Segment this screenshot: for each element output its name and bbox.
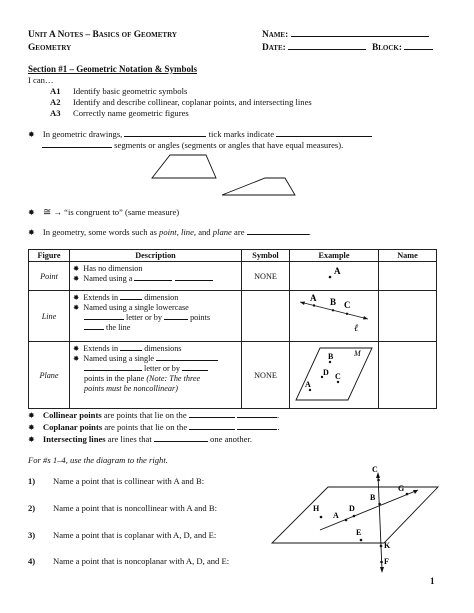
svg-text:M: M <box>354 349 361 358</box>
course-title: Geometry <box>28 43 72 53</box>
table-row <box>29 262 437 291</box>
svg-text:H: H <box>313 504 320 513</box>
svg-text:D: D <box>349 504 355 513</box>
date-blank[interactable] <box>288 43 366 50</box>
plane-diagram <box>268 460 444 580</box>
description-cell: ✸ Extends in dimension ✸ Named using a single lowercase letter or by points the line <box>70 291 242 342</box>
svg-text:C: C <box>372 465 378 474</box>
name-cell[interactable] <box>379 342 437 409</box>
name-blank[interactable] <box>291 30 429 37</box>
svg-text:G: G <box>398 484 405 493</box>
question-4: 4) Name a point that is noncoplanar with A, D, and E: <box>28 556 230 566</box>
svg-text:C: C <box>335 372 341 381</box>
figure-point: Point <box>29 262 70 291</box>
blank[interactable] <box>120 293 142 300</box>
blank[interactable] <box>164 313 188 320</box>
line-abg <box>320 490 418 530</box>
svg-text:A: A <box>305 380 311 389</box>
blank[interactable] <box>120 344 142 351</box>
blank[interactable] <box>237 423 277 430</box>
blank[interactable] <box>84 313 124 320</box>
example-plane <box>290 342 379 409</box>
svg-text:A: A <box>333 511 339 520</box>
date-label: Date: <box>262 43 366 53</box>
definition-coplanar: ✸ Coplanar points are points that lie on the . <box>28 422 280 432</box>
description-cell: ✸ Has no dimension ✸ Named using a <box>70 262 242 291</box>
blank[interactable] <box>84 364 142 371</box>
objective-code: A2 <box>50 97 61 107</box>
question-3: 3) Name a point that is coplanar with A, D, and E: <box>28 530 217 540</box>
definition-collinear: ✸ Collinear points are points that lie on the . <box>28 410 279 420</box>
example-point <box>290 262 379 291</box>
objective-text: Correctly name geometric figures <box>73 108 189 118</box>
blank[interactable] <box>154 435 208 442</box>
definition-intersecting: ✸ Intersecting lines are lines that one another. <box>28 434 252 444</box>
svg-text:D: D <box>323 368 329 377</box>
table-row <box>29 291 437 342</box>
symbol-cell: NONE <box>242 342 290 409</box>
notation-table <box>28 249 437 409</box>
tick-marks-note: ✸ In geometric drawings, tick marks indicate <box>28 129 372 139</box>
blank[interactable] <box>124 130 206 137</box>
blank[interactable] <box>189 423 235 430</box>
unit-title: Unit A Notes – Basics of Geometry <box>28 30 177 40</box>
table-row <box>29 342 437 409</box>
col-symbol: Symbol <box>242 250 290 262</box>
objective-code: A3 <box>50 108 61 118</box>
svg-text:C: C <box>344 300 351 310</box>
congruent-note: ✸ ≅ → “is congruent to” (same measure) <box>28 207 179 218</box>
col-description: Description <box>70 250 242 262</box>
trapezoid-2 <box>222 178 295 195</box>
blank[interactable] <box>189 411 235 418</box>
block-label: Block: <box>372 43 433 53</box>
page-number: 1 <box>430 576 435 586</box>
symbol-cell <box>242 291 290 342</box>
table-header-row <box>29 250 437 262</box>
blank[interactable] <box>42 141 112 148</box>
figure-plane: Plane <box>29 342 70 409</box>
objective-text: Identify basic geometric symbols <box>73 86 188 96</box>
trapezoid-1 <box>152 155 216 178</box>
svg-text:E: E <box>356 528 362 537</box>
description-cell: ✸ Extends in dimensions ✸ Named using a single letter or by points in the plane (Note: The three points must be noncollinear) <box>70 342 242 409</box>
question-2: 2) Name a point that is noncollinear with A and B: <box>28 503 217 513</box>
blank[interactable] <box>134 274 172 281</box>
svg-text:K: K <box>384 541 391 550</box>
svg-text:B: B <box>330 297 337 307</box>
figure-line: Line <box>29 291 70 342</box>
trapezoid-drawings <box>140 150 310 205</box>
tick-marks-note-cont: segments or angles (segments or angles that have equal measures). <box>42 140 343 150</box>
section-title: Section #1 – Geometric Notation & Symbols <box>28 64 197 74</box>
block-blank[interactable] <box>404 43 433 50</box>
blank[interactable] <box>276 130 372 137</box>
blank[interactable] <box>84 323 104 330</box>
objective-text: Identify and describe collinear, coplanar points, and intersecting lines <box>73 97 312 107</box>
svg-text:A: A <box>310 293 317 303</box>
example-line <box>290 291 379 342</box>
svg-text:B: B <box>328 352 334 361</box>
name-cell[interactable] <box>379 262 437 291</box>
col-name: Name <box>379 250 437 262</box>
svg-text:B: B <box>370 493 376 502</box>
blank[interactable] <box>247 228 309 235</box>
symbol-cell: NONE <box>242 262 290 291</box>
svg-text:F: F <box>384 557 389 566</box>
blank[interactable] <box>175 274 213 281</box>
svg-text:ℓ: ℓ <box>354 323 359 334</box>
question-1: 1) Name a point that is collinear with A and B: <box>28 476 205 486</box>
line-cf <box>378 475 382 570</box>
ican-label: I can… <box>28 75 54 85</box>
col-figure: Figure <box>29 250 70 262</box>
plane <box>272 487 438 543</box>
name-cell[interactable] <box>379 291 437 342</box>
blank[interactable] <box>182 364 208 371</box>
objective-code: A1 <box>50 86 61 96</box>
undefined-terms-note: ✸ In geometry, some words such as point, line, and plane are . <box>28 227 311 237</box>
name-label: Name: <box>262 30 429 40</box>
svg-text:A: A <box>334 266 341 276</box>
col-example: Example <box>290 250 379 262</box>
blank[interactable] <box>237 411 277 418</box>
instructions: For #s 1–4, use the diagram to the right. <box>28 455 168 465</box>
blank[interactable] <box>156 354 218 361</box>
